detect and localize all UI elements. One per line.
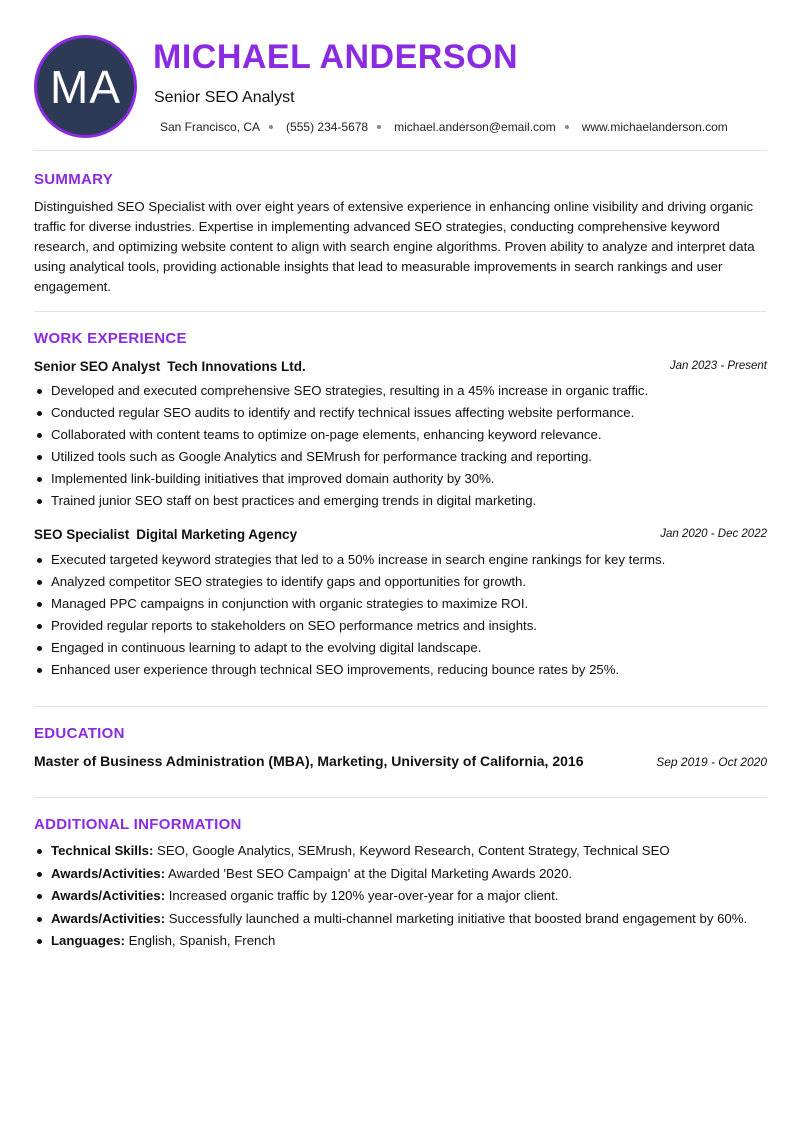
list-item: Collaborated with content teams to optimize on-page elements, enhancing keyword relevance. <box>34 424 774 446</box>
summary-heading: SUMMARY <box>34 171 114 188</box>
education-degree: Master of Business Administration (MBA), Marketing, University of California, 2016 <box>34 753 584 769</box>
education-dates: Sep 2019 - Oct 2020 <box>656 755 767 769</box>
list-item <box>34 930 774 953</box>
separator-dot <box>565 125 569 129</box>
contact-location: San Francisco, CA <box>160 120 261 134</box>
list-item: Analyzed competitor SEO strategies to identify gaps and opportunities for growth. <box>34 571 774 593</box>
candidate-role: Senior SEO Analyst <box>154 89 295 106</box>
list-item: Trained junior SEO staff on best practices and emerging trends in digital marketing. <box>34 490 774 512</box>
work-experience-heading: WORK EXPERIENCE <box>34 330 187 347</box>
job-dates: Jan 2020 - Dec 2022 <box>660 528 767 540</box>
list-item <box>34 840 774 863</box>
candidate-name: MICHAEL ANDERSON <box>153 38 519 76</box>
list-item <box>34 908 774 931</box>
avatar-initials: MA <box>50 60 121 113</box>
list-item: Engaged in continuous learning to adapt to the evolving digital landscape. <box>34 637 774 659</box>
list-item <box>34 863 774 886</box>
info-label: Awards/Activities: <box>51 910 166 926</box>
section-divider <box>34 311 767 312</box>
contact-website[interactable]: www.michaelanderson.com <box>581 120 728 134</box>
info-value: English, Spanish, French <box>125 933 276 948</box>
list-item <box>34 885 774 908</box>
summary-text: Distinguished SEO Specialist with over eight years of extensive experience in enhancing online visibility and driving organic traffic for diverse industries. Expertise in implementing advanced SEO strategies, conducting comprehensive keyword research, and optimizing website content to align with search engine algorithms. Proven ability to analyze and interpret data using analytical tools, providing actionable insights that lead to measurable improvements in search rankings and user engagement. <box>34 199 755 294</box>
info-label: Technical Skills: <box>51 843 154 858</box>
job-title <box>34 359 306 374</box>
separator-dot <box>377 125 381 129</box>
section-divider <box>34 706 767 707</box>
additional-info-list <box>34 840 774 953</box>
list-item: Executed targeted keyword strategies that led to a 50% increase in search engine rankings for key terms. <box>34 549 774 571</box>
info-value: SEO, Google Analytics, SEMrush, Keyword Research, Content Strategy, Technical SEO <box>153 843 670 858</box>
list-item: Developed and executed comprehensive SEO strategies, resulting in a 45% increase in organic traffic. <box>34 380 774 402</box>
job-bullets <box>34 549 774 681</box>
info-label: Awards/Activities: <box>51 865 166 881</box>
job-company: Digital Marketing Agency <box>136 527 298 542</box>
separator-dot <box>269 125 273 129</box>
job-header <box>34 527 767 545</box>
job-position: Senior SEO Analyst <box>34 359 161 374</box>
contact-line <box>160 120 728 134</box>
info-value: Successfully launched a multi-channel marketing initiative that boosted brand engagement by 60%. <box>165 910 748 926</box>
job-position: SEO Specialist <box>34 527 130 542</box>
job-dates: Jan 2023 - Present <box>669 360 767 372</box>
list-item: Utilized tools such as Google Analytics and SEMrush for performance tracking and reporting. <box>34 446 774 468</box>
resume-header <box>0 0 800 150</box>
list-item: Conducted regular SEO audits to identify and rectify technical issues affecting website performance. <box>34 402 774 424</box>
info-value: Awarded 'Best SEO Campaign' at the Digital Marketing Awards 2020. <box>165 865 573 881</box>
list-item: Provided regular reports to stakeholders on SEO performance metrics and insights. <box>34 615 774 637</box>
job-header <box>34 359 767 377</box>
education-entry <box>34 753 767 773</box>
list-item: Enhanced user experience through technical SEO improvements, reducing bounce rates by 25%. <box>34 659 774 681</box>
info-label: Languages: <box>51 933 126 948</box>
list-item: Managed PPC campaigns in conjunction with organic strategies to maximize ROI. <box>34 593 774 615</box>
additional-info-heading: ADDITIONAL INFORMATION <box>34 816 242 833</box>
job-company: Tech Innovations Ltd. <box>167 359 306 374</box>
info-label: Awards/Activities: <box>51 888 166 903</box>
section-divider <box>34 797 767 798</box>
education-heading: EDUCATION <box>34 725 125 742</box>
list-item: Implemented link-building initiatives that improved domain authority by 30%. <box>34 468 774 490</box>
job-title <box>34 527 297 542</box>
job-bullets <box>34 380 774 512</box>
contact-email[interactable]: michael.anderson@email.com <box>394 120 556 134</box>
info-value: Increased organic traffic by 120% year-over-year for a major client. <box>165 888 559 903</box>
section-divider <box>34 150 767 151</box>
contact-phone: (555) 234-5678 <box>286 120 369 134</box>
avatar <box>34 35 137 138</box>
